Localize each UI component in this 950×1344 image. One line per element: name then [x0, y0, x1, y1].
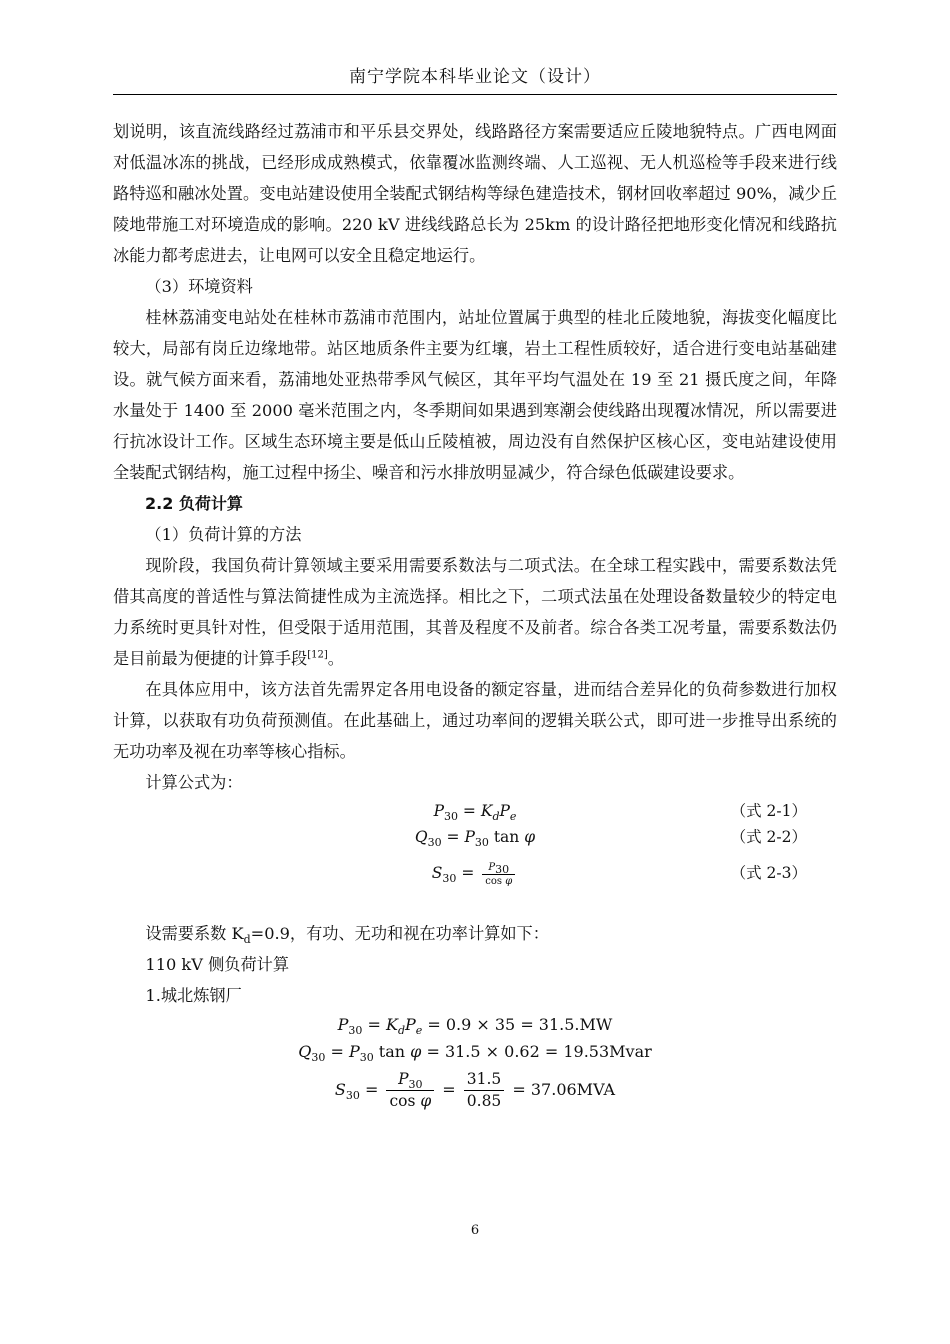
header-rule — [113, 94, 837, 95]
coefficient-statement: 设需要系数 $K_d=0.9$，有功、无功和视在功率计算如下： — [145, 924, 549, 947]
formula-2-1 — [113, 798, 837, 824]
formula-s30: $S_{30}$ = $\frac{P_{30}}{\text{cos φ}}$ — [113, 850, 837, 896]
item-steel-plant: 1.城北炼钢厂 — [145, 986, 242, 1005]
paragraph-method-end: 。 — [327, 649, 344, 668]
paragraph-application: 在具体应用中，该方法首先需界定各用电设备的额定容量，进而结合差异化的负荷参数进行加权计算，以获取有功负荷预测值。在此基础上，通过功率间的逻辑关联公式，即可进一步推导出系统的无功功率及视在功率等核心指标。 — [113, 680, 837, 761]
formula-p30: $P_{30} = K_dP_e$ — [433, 802, 517, 824]
calc-p30: $P_{30} = K_dP_e = 0.9 \times 35 = 31.5.MW$ — [337, 1015, 613, 1038]
page-number: 6 — [470, 1223, 480, 1238]
calc-q30: $Q_{30} = P_{30}$ tan φ = 31.5 × 0.62 = 19.53Mvar — [298, 1042, 652, 1065]
formula-intro: 计算公式为： — [145, 773, 243, 792]
section-heading-load-calc: 2.2 负荷计算 — [145, 494, 243, 513]
citation-ref[interactable]: [12] — [307, 649, 328, 661]
paragraph-route: 划说明，该直流线路经过荔浦市和平乐县交界处，线路路径方案需要适应丘陵地貌特点。广西电网面对低温冰冻的挑战，已经形成成熟模式，依靠覆冰监测终端、人工巡视、无人机巡检等手段来进行线路特巡和融冰处置。变电站建设使用全装配式钢结构等绿色建造技术，钢材回收率超过 90%，减少丘陵地带施工对环境造成的影响。220 kV 进线线路总长为 25km 的设计路径把地形变化情况和线路抗冰能力都考虑进去，让电网可以安全且稳定地运行。 — [113, 122, 837, 265]
formula-tag: （式 2-3） — [730, 864, 807, 882]
paragraph-method-text: 现阶段，我国负荷计算领域主要采用需要系数法与二项式法。在全球工程实践中，需要系数法凭借其高度的普适性与算法简捷性成为主流选择。相比之下，二项式法虽在处理设备数量较少的特定电力系统时更具针对性，但受限于适用范围，其普及程度不及前者。综合各类工况考量，需要系数法仍是目前最为便捷的计算手段 — [113, 556, 837, 668]
subheading-environment: （3）环境资料 — [145, 277, 253, 296]
formula-q30: $Q_{30} = P_{30}$ tan φ — [414, 828, 536, 850]
page-header: 南宁学院本科毕业论文（设计） — [349, 67, 601, 87]
subheading-method: （1）负荷计算的方法 — [145, 525, 302, 544]
formula-tag: （式 2-2） — [730, 828, 807, 846]
formula-2-3 — [113, 850, 837, 896]
calc-s30: $S_{30}$ = $\frac{P_{30}}{\text{cos φ}}$ = $\frac{31.5}{0.85}$ = 37.06MVA — [334, 1070, 616, 1110]
paragraph-method — [113, 550, 837, 674]
paragraph-environment: 桂林荔浦变电站处在桂林市荔浦市范围内，站址位置属于典型的桂北丘陵地貌，海拔变化幅度比较大，局部有岗丘边缘地带。站区地质条件主要为红壤，岩土工程性质较好，适合进行变电站基础建设。就气候方面来看，荔浦地处亚热带季风气候区，其年平均气温处在 19 至 21 摄氏度之间，年降水量处于 1400 至 2000 毫米范围之内，冬季期间如果遇到寒潮会使线路出现覆冰情况，所以需要进行抗冰设计工作。区域生态环境主要是低山丘陵植被，周边没有自然保护区核心区，变电站建设使用全装配式钢结构，施工过程中扬尘、噪音和污水排放明显减少，符合绿色低碳建设要求。 — [113, 308, 837, 482]
formula-tag: （式 2-1） — [730, 802, 807, 820]
body-text — [113, 116, 837, 1115]
formula-2-2 — [113, 824, 837, 850]
subheading-110kv: 110 kV 侧负荷计算 — [145, 955, 290, 974]
